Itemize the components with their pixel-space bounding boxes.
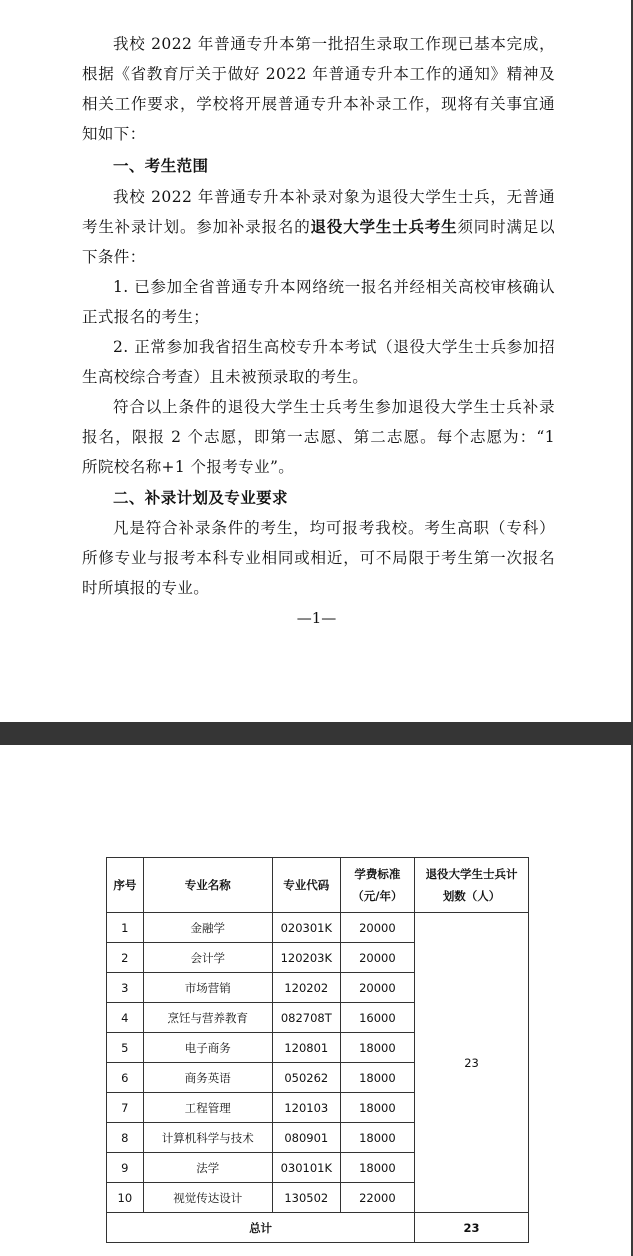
header-fee-line-1: 学费标准 — [354, 867, 401, 881]
page-separator — [0, 722, 633, 745]
cell-major: 视觉传达设计 — [143, 1183, 272, 1213]
header-fee — [340, 858, 414, 913]
header-plan — [415, 858, 529, 913]
cell-fee: 18000 — [340, 1093, 414, 1123]
condition-1: 1. 已参加全省普通专升本网络统一报名并经相关高校审核确认正式报名的考生； — [82, 278, 555, 326]
cell-no: 6 — [107, 1063, 144, 1093]
cell-major: 电子商务 — [143, 1033, 272, 1063]
section-2-paragraph-1: 凡是符合补录条件的考生，均可报考我校。考生高职（专科）所修专业与报考本科专业相同或相近，可不局限于考生第一次报名时所填报的专业。 — [82, 519, 555, 597]
cell-code: 120203K — [272, 943, 340, 973]
header-no: 序号 — [107, 858, 144, 913]
cell-major: 计算机科学与技术 — [143, 1123, 272, 1153]
total-label: 总计 — [107, 1213, 415, 1243]
cell-no: 3 — [107, 973, 144, 1003]
table-total-row — [107, 1213, 529, 1243]
section-2-heading: 二、补录计划及专业要求 — [113, 489, 288, 507]
section-1-paragraph-1 — [82, 182, 555, 272]
cell-no: 2 — [107, 943, 144, 973]
cell-major: 市场营销 — [143, 973, 272, 1003]
cell-no: 4 — [107, 1003, 144, 1033]
cell-fee: 22000 — [340, 1183, 414, 1213]
table-header-row — [107, 858, 529, 913]
cell-code: 120202 — [272, 973, 340, 1003]
cell-major: 法学 — [143, 1153, 272, 1183]
section-1-p1-text-b: 须同时满足以下条件： — [82, 218, 555, 266]
header-plan-line-2: 划数（人） — [442, 889, 501, 903]
section-1-paragraph-2: 符合以上条件的退役大学生士兵考生参加退役大学生士兵补录报名，限报 2 个志愿，即第一志愿、第二志愿。每个志愿为：“1 所院校名称+1 个报考专业”。 — [82, 398, 555, 476]
section-1-p1-text-a: 我校 2022 年普通专升本补录对象为退役大学生士兵，无普通考生补录计划。参加补录报名的 — [82, 188, 555, 236]
header-fee-line-2: （元/年） — [352, 889, 403, 903]
cell-no: 8 — [107, 1123, 144, 1153]
cell-major: 金融学 — [143, 913, 272, 943]
table-row — [107, 913, 529, 943]
section-1-heading: 一、考生范围 — [113, 157, 209, 175]
cell-fee: 20000 — [340, 973, 414, 1003]
cell-code: 020301K — [272, 913, 340, 943]
cell-no: 9 — [107, 1153, 144, 1183]
cell-no: 7 — [107, 1093, 144, 1123]
header-code: 专业代码 — [272, 858, 340, 913]
condition-2: 2. 正常参加我省招生高校专升本考试（退役大学生士兵参加招生高校综合考查）且未被预录取的考生。 — [82, 338, 555, 386]
cell-major: 会计学 — [143, 943, 272, 973]
cell-code: 030101K — [272, 1153, 340, 1183]
header-major: 专业名称 — [143, 858, 272, 913]
cell-fee: 18000 — [340, 1063, 414, 1093]
intro-paragraph: 我校 2022 年普通专升本第一批招生录取工作现已基本完成，根据《省教育厅关于做好 2022 年普通专升本工作的通知》精神及相关工作要求，学校将开展普通专升本补录工作，现将有关事宜通知如下： — [82, 35, 555, 143]
total-value: 23 — [415, 1213, 529, 1243]
cell-fee: 18000 — [340, 1123, 414, 1153]
cell-code: 080901 — [272, 1123, 340, 1153]
page-number: —1— — [296, 609, 337, 627]
cell-code: 120103 — [272, 1093, 340, 1123]
cell-plan-merged: 23 — [415, 913, 529, 1213]
cell-fee: 20000 — [340, 913, 414, 943]
cell-code: 050262 — [272, 1063, 340, 1093]
cell-code: 120801 — [272, 1033, 340, 1063]
cell-fee: 20000 — [340, 943, 414, 973]
cell-no: 10 — [107, 1183, 144, 1213]
cell-fee: 18000 — [340, 1033, 414, 1063]
header-plan-line-1: 退役大学生士兵计 — [425, 867, 518, 881]
cell-major: 烹饪与营养教育 — [143, 1003, 272, 1033]
enrollment-plan-table — [106, 857, 529, 1243]
cell-major: 商务英语 — [143, 1063, 272, 1093]
cell-code: 130502 — [272, 1183, 340, 1213]
cell-fee: 18000 — [340, 1153, 414, 1183]
cell-no: 5 — [107, 1033, 144, 1063]
cell-no: 1 — [107, 913, 144, 943]
cell-major: 工程管理 — [143, 1093, 272, 1123]
page-1-body — [82, 29, 555, 603]
cell-code: 082708T — [272, 1003, 340, 1033]
section-1-p1-bold: 退役大学生士兵考生 — [310, 218, 458, 236]
cell-fee: 16000 — [340, 1003, 414, 1033]
